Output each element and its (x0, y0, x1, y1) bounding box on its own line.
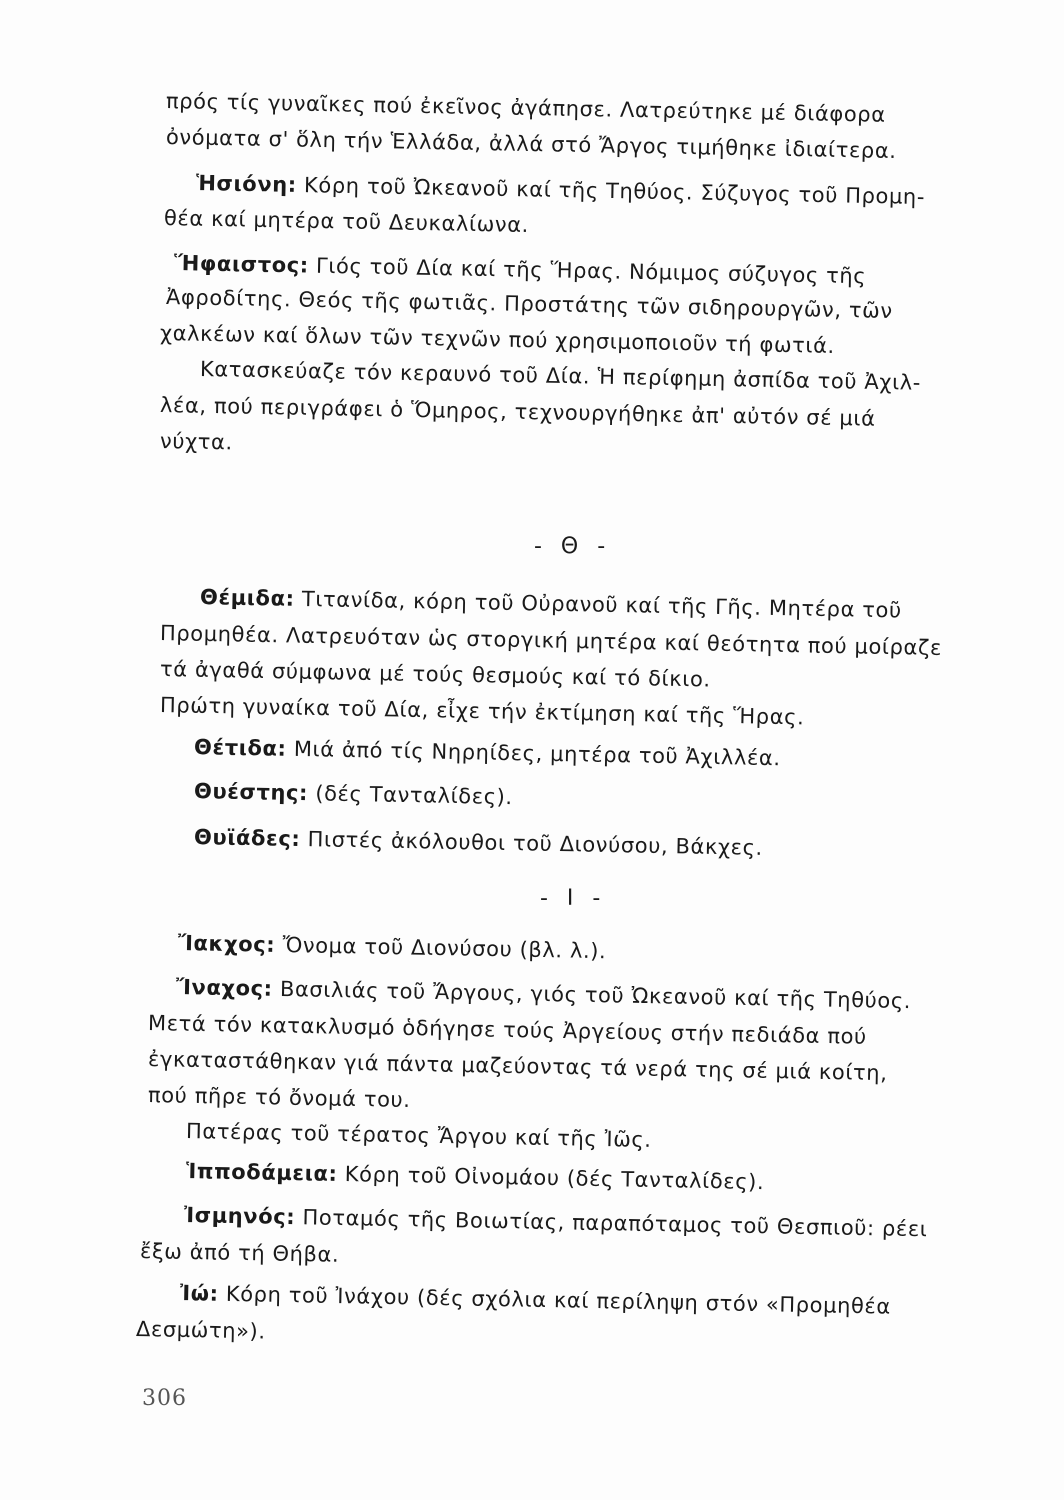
entry-text: Μιά ἀπό τίς Νηρηίδες, μητέρα τοῦ Ἀχιλλέα. (286, 736, 781, 771)
glossary-entry (184, 1202, 928, 1242)
page-number: 306 (142, 1386, 187, 1411)
glossary-entry (176, 974, 912, 1014)
entry-term: Ἱπποδάμεια: (185, 1159, 338, 1186)
entry-term: Θέτιδα: (193, 735, 287, 761)
entry-text: Πιστές ἀκόλουθοι τοῦ Διονύσου, Βάκχες. (300, 827, 764, 860)
line-text: Προμηθέα. Λατρευόταν ὡς στοργική μητέρα καί θεότητα πού μοίραζε (159, 621, 943, 661)
text-line (136, 1316, 266, 1344)
text-line (148, 1082, 411, 1113)
text-line (166, 88, 886, 128)
text-line (148, 1010, 867, 1050)
glossary-entry (194, 824, 763, 861)
line-text: Κατασκεύαζε τόν κεραυνό τοῦ Δία. Ἡ περίφημη ἀσπίδα τοῦ Ἀχιλ- (199, 357, 922, 395)
line-text: Μετά τόν κατακλυσμό ὁδήγησε τούς Ἀργείους στήν πεδιάδα πού (147, 1011, 868, 1049)
section-heading-iota: - Ι - (540, 886, 607, 911)
text-line (166, 284, 893, 324)
line-text: Πρώτη γυναίκα τοῦ Δία, εἶχε τήν ἐκτίμηση καί τῆς Ἥρας. (159, 693, 805, 730)
line-text: Πατέρας τοῦ τέρατος Ἄργου καί τῆς Ἰῶς. (185, 1119, 652, 1152)
entry-term: Ἴναχος: (175, 975, 273, 1001)
text-line (200, 356, 921, 396)
glossary-entry (194, 778, 513, 810)
text-line (166, 124, 897, 164)
line-text: πρός τίς γυναῖκες πού ἐκεῖνος ἀγάπησε. Λατρεύτηκε μέ διάφορα (165, 89, 886, 127)
text-line (160, 428, 233, 455)
entry-text: Γιός τοῦ Δία καί τῆς Ἥρας. Νόμιμος σύζυγος τῆς (308, 253, 867, 289)
glossary-entry (178, 930, 607, 964)
line-text: ἔξω ἀπό τή Θήβα. (139, 1239, 340, 1267)
entry-term: Θυϊάδες: (193, 825, 301, 852)
entry-text: Ποταμός τῆς Βοιωτίας, παραπόταμος τοῦ Θεσπιοῦ: ρέει (295, 1205, 928, 1242)
entry-term: Ἰώ: (179, 1281, 219, 1306)
text-line (160, 656, 711, 693)
text-line (186, 1118, 652, 1153)
line-text: νύχτα. (159, 429, 233, 455)
entry-term: Θυέστης: (193, 779, 309, 806)
glossary-entry (196, 170, 926, 210)
glossary-entry (180, 1280, 891, 1320)
entry-text: Βασιλιάς τοῦ Ἄργους, γιός τοῦ Ὠκεανοῦ καί τῆς Τηθύος. (272, 976, 912, 1014)
line-text: ἐγκαταστάθηκαν γιά πάντα μαζεύοντας τά νερά της σέ μιά κοίτη, (147, 1047, 888, 1086)
line-text: θέα καί μητέρα τοῦ Δευκαλίωνα. (163, 206, 530, 238)
glossary-entry (186, 1158, 765, 1195)
line-text: Δεσμώτη»). (135, 1317, 266, 1344)
line-text: πού πῆρε τό ὄνομά του. (147, 1083, 411, 1113)
line-text: τά ἀγαθά σύμφωνα μέ τούς θεσμούς καί τό δίκιο. (159, 657, 711, 692)
entry-term: Ἥφαιστος: (173, 251, 310, 278)
entry-text: Κόρη τοῦ Ὠκεανοῦ καί τῆς Τηθύος. Σύζυγος τοῦ Προμη- (296, 172, 926, 209)
entry-text: Ὄνομα τοῦ Διονύσου (βλ. λ.). (275, 932, 607, 964)
glossary-entry (194, 734, 781, 771)
line-text: λέα, πού περιγράφει ὁ Ὅμηρος, τεχνουργήθηκε ἀπ' αὐτόν σέ μιά (159, 393, 876, 431)
line-text: Ἀφροδίτης. Θεός τῆς φωτιᾶς. Προστάτης τῶν σιδηρουργῶν, τῶν (165, 285, 893, 323)
entry-term: Ἴακχος: (177, 931, 276, 957)
line-text: ὀνόματα σ' ὅλη τήν Ἑλλάδα, ἀλλά στό Ἄργος τιμήθηκε ἰδιαίτερα. (165, 125, 897, 164)
text-line (160, 392, 876, 432)
entry-text: (δές Τανταλίδες). (307, 781, 513, 810)
text-line (160, 620, 942, 661)
entry-term: Ἰσμηνός: (183, 1203, 296, 1230)
text-line (160, 320, 835, 359)
entry-term: Ἡσιόνη: (195, 171, 298, 197)
entry-text: Κόρη τοῦ Οἰνομάου (δές Τανταλίδες). (337, 1161, 765, 1195)
glossary-entry (174, 250, 867, 289)
text-line (160, 692, 805, 730)
text-line (164, 205, 529, 238)
line-text: χαλκέων καί ὅλων τῶν τεχνῶν πού χρησιμοποιοῦν τή φωτιά. (159, 321, 836, 358)
glossary-entry (200, 584, 902, 623)
text-line (140, 1238, 340, 1268)
entry-term: Θέμιδα: (199, 585, 295, 611)
section-heading-theta: - Θ - (534, 534, 612, 559)
entry-text: Κόρη τοῦ Ἰνάχου (δές σχόλια καί περίληψη στόν «Προμηθέα (218, 1281, 892, 1319)
text-line (148, 1046, 888, 1086)
entry-text: Τιτανίδα, κόρη τοῦ Οὐρανοῦ καί τῆς Γῆς. Μητέρα τοῦ (294, 586, 902, 623)
